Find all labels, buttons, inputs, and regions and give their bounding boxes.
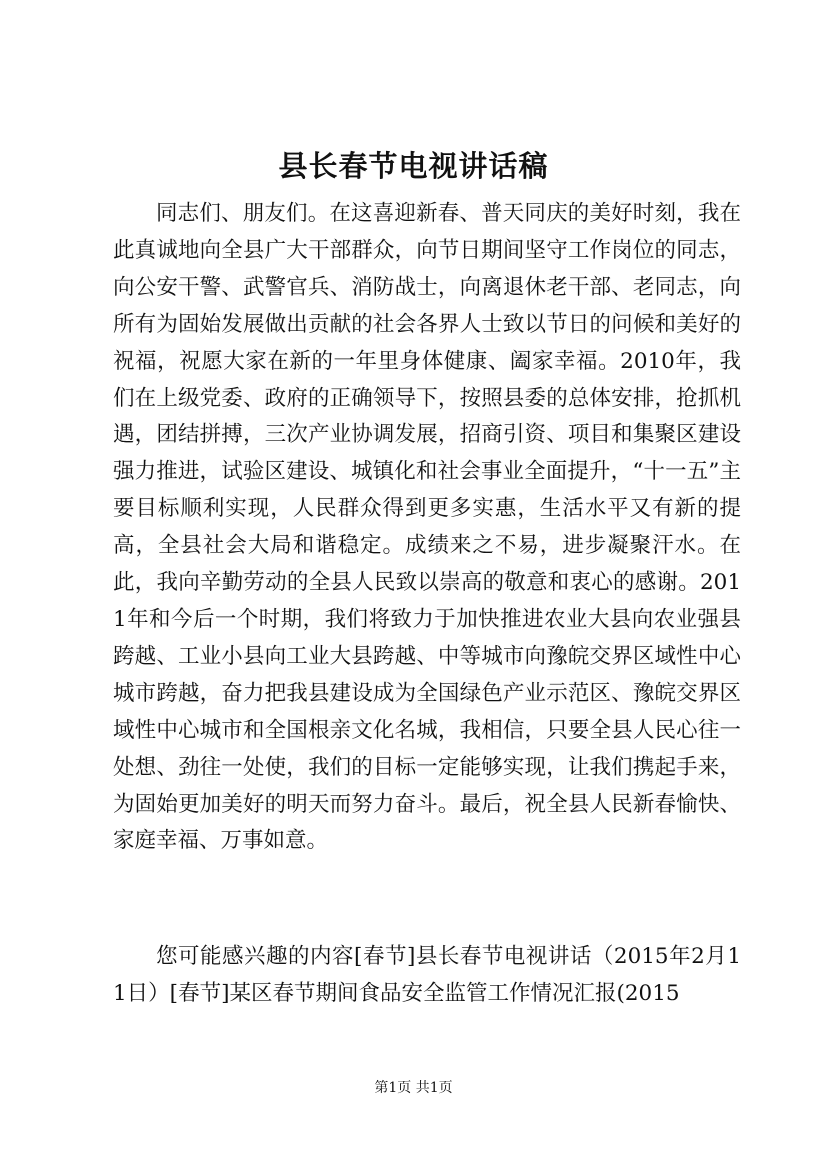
body-paragraph-1: 同志们、朋友们。在这喜迎新春、普天同庆的美好时刻，我在此真诚地向全县广大干部群众，向节日期间坚守工作岗位的同志，向公安干警、武警官兵、消防战士，向离退休老干部、老同志，向所有为固始发展做出贡献的社会各界人士致以节日的问候和美好的祝福，祝愿大家在新的一年里身体健康、阖家幸福。2010年，我们在上级党委、政府的正确领导下，按照县委的总体安排，抢抓机遇，团结拼搏，三次产业协调发展，招商引资、项目和集聚区建设强力推进，试验区建设、城镇化和社会事业全面提升，“十一五”主要目标顺利实现，人民群众得到更多实惠，生活水平又有新的提高，全县社会大局和谐稳定。成绩来之不易，进步凝聚汗水。在此，我向辛勤劳动的全县人民致以崇高的敬意和衷心的感谢。2011年和今后一个时期，我们将致力于加快推进农业大县向农业强县跨越、工业小县向工业大县跨越、中等城市向豫皖交界区域性中心城市跨越，奋力把我县建设成为全国绿色产业示范区、豫皖交界区域性中心城市和全国根亲文化名城，我相信，只要全县人民心往一处想、劲往一处使，我们的目标一定能够实现，让我们携起手来，为固始更加美好的明天而努力奋斗。最后，祝全县人民新春愉快、家庭幸福、万事如意。 [113,201,741,854]
related-content-paragraph: 您可能感兴趣的内容[春节]县长春节电视讲话（2015年2月11日）[春节]某区春节期间食品安全监管工作情况汇报(2015 [113,944,741,1006]
page-footer: 第1页 共1页 [374,1080,453,1096]
document-title: 县长春节电视讲话稿 [278,149,549,183]
